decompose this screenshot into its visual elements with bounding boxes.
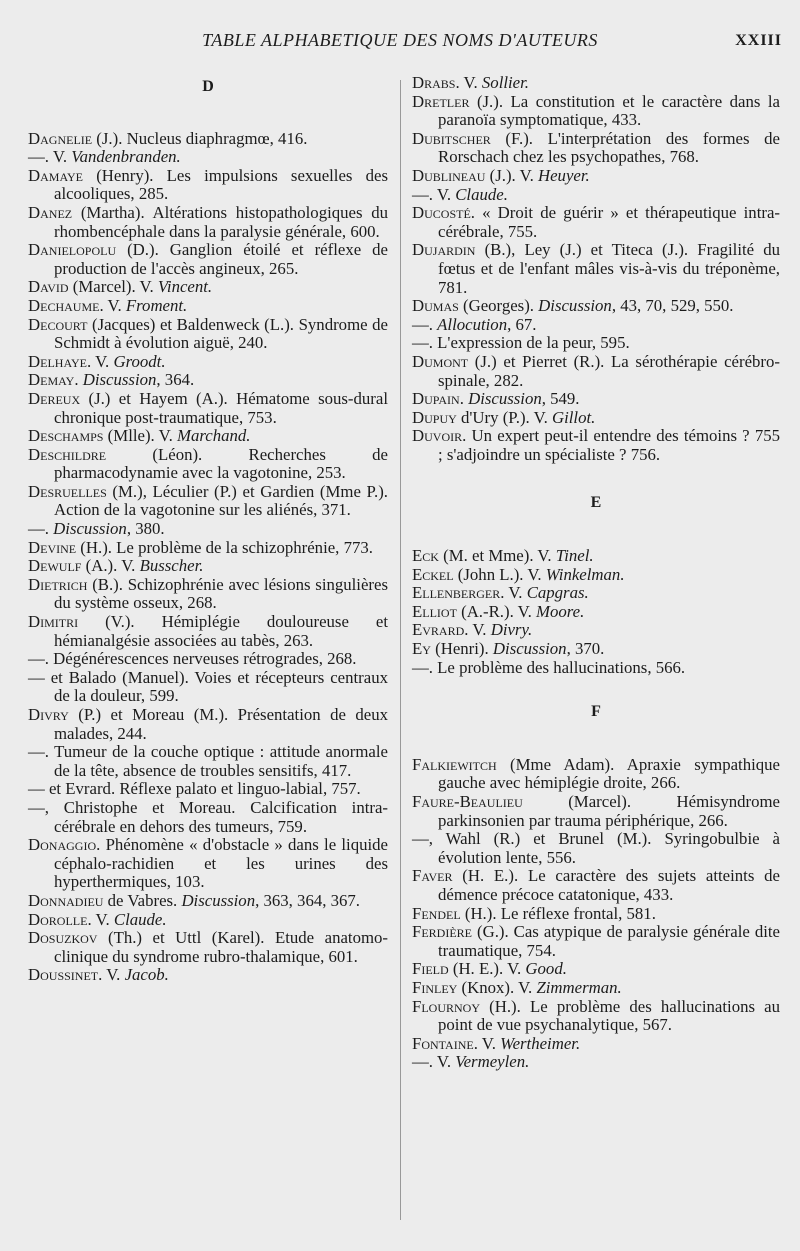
entry-text: . V. bbox=[473, 1033, 501, 1053]
author-name: Dubitscher bbox=[412, 128, 491, 148]
author-name: Faver bbox=[412, 866, 453, 886]
entry-text: . V. bbox=[87, 909, 114, 929]
entry-reference: Marchand. bbox=[176, 426, 251, 446]
index-entry bbox=[412, 353, 780, 390]
author-name: Dewulf bbox=[28, 556, 82, 576]
author-name: Falkiewitch bbox=[412, 754, 497, 774]
author-name: Delhaye bbox=[28, 351, 88, 371]
author-name: Finley bbox=[412, 977, 458, 997]
author-name: Elliot bbox=[412, 601, 457, 621]
entry-text: . « Droit de guérir » et thérapeutique intra-cérébrale, 755. bbox=[438, 203, 780, 241]
index-entry bbox=[28, 743, 388, 780]
entry-reference: Gillot. bbox=[551, 407, 596, 427]
index-entry bbox=[412, 167, 780, 186]
section-letter-d: D bbox=[202, 78, 214, 95]
author-name: Faure-Beaulieu bbox=[412, 792, 523, 811]
entry-reference: Groodt. bbox=[113, 351, 166, 371]
index-entry bbox=[412, 793, 780, 830]
index-entry bbox=[28, 353, 388, 372]
index-entry bbox=[412, 1053, 780, 1072]
entry-text: . Phénomène « d'obstacle » dans le liquide céphalo-rachidien et les urines des hyperthermiques, 103. bbox=[54, 835, 388, 892]
author-name: Danez bbox=[28, 202, 73, 222]
author-name: Deschamps bbox=[28, 426, 104, 446]
entry-reference: Good. bbox=[525, 959, 567, 979]
author-name: Dumont bbox=[412, 351, 469, 371]
index-entry bbox=[28, 706, 388, 743]
entry-reference: Allocution bbox=[437, 314, 508, 334]
entry-text: —. bbox=[28, 519, 54, 539]
entry-text: — et Balado (Manuel). Voies et récepteurs centraux de la douleur, 599. bbox=[28, 667, 388, 706]
entry-reference: Wertheimer. bbox=[500, 1033, 581, 1053]
entry-text: (J.) et Hayem (A.). Hématome sous-dural chronique post-traumatique, 753. bbox=[54, 388, 388, 427]
entry-reference: Tinel. bbox=[555, 546, 594, 566]
entry-pages: , 43, 70, 529, 550. bbox=[611, 296, 734, 316]
entry-text: (Marcel). Hémisyndrome parkinsonien par trauma périphérique, 266. bbox=[438, 792, 780, 830]
page-number: XXIII bbox=[735, 32, 782, 49]
author-name: Doussinet bbox=[28, 965, 99, 985]
entry-text: . V. bbox=[99, 295, 126, 315]
index-entry bbox=[412, 241, 780, 297]
index-entry bbox=[412, 640, 780, 659]
author-name: Dublineau bbox=[412, 165, 486, 185]
entry-text: (B.), Ley (J.) et Titeca (J.). Fragilité du fœtus et de l'enfant mâles vis-à-vis du tréponème, 781. bbox=[438, 240, 780, 297]
index-entry bbox=[28, 297, 388, 316]
author-name: Fontaine bbox=[412, 1033, 474, 1053]
entry-reference: Heuyer. bbox=[537, 165, 590, 185]
index-entry bbox=[412, 390, 780, 409]
index-entry bbox=[28, 483, 388, 520]
index-entry bbox=[412, 960, 780, 979]
entry-list-right-e bbox=[412, 547, 780, 677]
entry-text: de Vabres. bbox=[103, 890, 182, 910]
entry-pages: , 364. bbox=[156, 370, 195, 390]
entry-text: (B.). Schizophrénie avec lésions singulières du système osseux, 268. bbox=[54, 574, 388, 613]
entry-text: (D.). Ganglion étoilé et réflexe de production de l'accès angineux, 265. bbox=[54, 240, 388, 278]
index-entry bbox=[412, 998, 780, 1035]
entry-text: (Georges). bbox=[458, 296, 539, 316]
index-entry bbox=[412, 584, 780, 603]
entry-text: (Jacques) et Baldenweck (L.). Syndrome de Schmidt à évolution aiguë, 240. bbox=[54, 314, 388, 353]
entry-reference: Capgras. bbox=[526, 583, 589, 603]
index-entry bbox=[28, 130, 388, 149]
entry-reference: Claude. bbox=[455, 184, 508, 204]
author-name: Dietrich bbox=[28, 574, 88, 594]
entry-reference: Discussion bbox=[492, 639, 567, 659]
author-name: Dumas bbox=[412, 296, 459, 316]
index-entry bbox=[28, 241, 388, 278]
entry-reference: Discussion bbox=[468, 389, 542, 409]
author-name: Field bbox=[412, 959, 449, 979]
author-name: Dretler bbox=[412, 91, 470, 111]
entry-text: (A.-R.). V. bbox=[456, 601, 537, 621]
author-name: Dagnelie bbox=[28, 128, 93, 148]
entry-text: (Martha). Altérations histopathologiques du rhombencéphale dans la paralysie générale, 600. bbox=[54, 202, 388, 241]
entry-reference: Jacob. bbox=[124, 965, 169, 985]
entry-text: (H.). Le problème des hallucinations au point de vue psychanalytique, 567. bbox=[438, 996, 780, 1035]
index-entry bbox=[28, 167, 388, 204]
entry-text: (John L.). V. bbox=[453, 564, 546, 584]
index-entry bbox=[28, 613, 388, 650]
entry-text: (G.). Cas atypique de paralysie générale dite traumatique, 754. bbox=[438, 922, 780, 960]
entry-text: —. bbox=[412, 314, 438, 334]
author-name: Ey bbox=[412, 639, 431, 659]
entry-text: (V.). Hémiplégie douloureuse et hémianalgésie associées au tabès, 263. bbox=[54, 612, 388, 650]
index-entry bbox=[28, 148, 388, 167]
index-entry bbox=[28, 427, 388, 446]
entry-text: . V. bbox=[464, 620, 491, 640]
entry-text: (H. E.). V. bbox=[448, 959, 526, 979]
index-entry bbox=[412, 905, 780, 924]
entry-text: — et Evrard. Réflexe palato et linguo-labial, 757. bbox=[28, 779, 361, 799]
entry-text: —. Le problème des hallucinations, 566. bbox=[412, 657, 686, 677]
author-name: Dorolle bbox=[28, 909, 88, 929]
entry-text: (M. et Mme). V. bbox=[438, 546, 556, 566]
entry-text: . V. bbox=[98, 965, 125, 985]
entry-text: —. Tumeur de la couche optique : attitude anormale de la tête, absence de troubles sensitifs, 417. bbox=[28, 742, 388, 780]
entry-text: (Henry). Les impulsions sexuelles des alcooliques, 285. bbox=[54, 165, 388, 204]
author-name: David bbox=[28, 277, 69, 297]
section-letter-e: E bbox=[590, 494, 602, 512]
entry-text: . V. bbox=[455, 73, 482, 92]
author-name: Drabs bbox=[412, 73, 456, 92]
author-name: Dupuy bbox=[412, 407, 457, 427]
index-entry bbox=[28, 780, 388, 799]
entry-text: (J.). La constitution et le caractère dans la paranoïa symptomatique, 433. bbox=[438, 91, 780, 130]
author-name: Devine bbox=[28, 537, 77, 557]
index-entry bbox=[412, 427, 780, 464]
index-entry bbox=[412, 830, 780, 867]
entry-text: (H. E.). Le caractère des sujets atteints de démence précoce catatonique, 433. bbox=[438, 866, 780, 904]
index-entry bbox=[28, 576, 388, 613]
entry-text: (J.). V. bbox=[485, 165, 538, 185]
entry-reference: Vandenbranden. bbox=[71, 147, 181, 167]
entry-text: (Mme Adam). Apraxie sympathique gauche avec hémiplégie droite, 266. bbox=[438, 754, 780, 793]
entry-text: (Mlle). V. bbox=[103, 426, 177, 446]
index-entry bbox=[28, 204, 388, 241]
entry-text: —. L'expression de la peur, 595. bbox=[412, 333, 630, 353]
entry-reference: Sollier. bbox=[481, 73, 529, 92]
entry-reference: Discussion bbox=[53, 519, 127, 539]
entry-reference: Divry. bbox=[490, 620, 533, 640]
entry-text: (M.), Léculier (P.) et Gardien (Mme P.). Action de la vagotonine sur les aliénés, 371. bbox=[54, 481, 388, 520]
index-entry bbox=[28, 911, 388, 930]
index-entry bbox=[412, 603, 780, 622]
author-name: Desruelles bbox=[28, 481, 107, 501]
entry-text: —, Wahl (R.) et Brunel (M.). Syringobulbie à évolution lente, 556. bbox=[412, 829, 780, 867]
entry-text: (A.). V. bbox=[81, 556, 140, 576]
index-entry bbox=[28, 520, 388, 539]
index-entry bbox=[412, 334, 780, 353]
author-name: Eckel bbox=[412, 564, 454, 584]
author-name: Eck bbox=[412, 546, 439, 566]
entry-text: . V. bbox=[87, 351, 114, 371]
entry-text: . bbox=[459, 389, 469, 409]
entry-text: (J.). Nucleus diaphragmœ, 416. bbox=[92, 128, 308, 148]
entry-text: (H.). Le réflexe frontal, 581. bbox=[460, 903, 656, 923]
entry-text: —. V. bbox=[28, 147, 72, 167]
author-name: Ferdière bbox=[412, 922, 472, 942]
entry-text: —. V. bbox=[412, 1052, 456, 1072]
entry-text: (Marcel). V. bbox=[68, 277, 158, 297]
author-name: Divry bbox=[28, 705, 69, 724]
author-name: Duvoir bbox=[412, 426, 463, 446]
index-entry bbox=[28, 557, 388, 576]
entry-reference: Moore. bbox=[536, 601, 585, 621]
index-entry bbox=[412, 659, 780, 678]
index-entry bbox=[28, 446, 388, 483]
index-entry bbox=[412, 923, 780, 960]
index-entry bbox=[412, 409, 780, 428]
index-entry bbox=[412, 547, 780, 566]
entry-list-right-f bbox=[412, 756, 780, 1072]
index-entry bbox=[28, 539, 388, 558]
entry-text: (Knox). V. bbox=[457, 977, 537, 997]
entry-list-left bbox=[28, 130, 388, 985]
entry-text: (Léon). Recherches de pharmacodynamie avec la vagotonine, 253. bbox=[54, 444, 388, 483]
entry-reference: Claude. bbox=[113, 909, 167, 929]
author-name: Flournoy bbox=[412, 996, 480, 1016]
index-entry bbox=[412, 316, 780, 335]
author-name: Fendel bbox=[412, 903, 461, 923]
index-entry bbox=[28, 892, 388, 911]
entry-pages: , 380. bbox=[126, 519, 165, 539]
index-entry bbox=[412, 186, 780, 205]
author-name: Deschildre bbox=[28, 444, 107, 464]
author-name: Damaye bbox=[28, 165, 84, 185]
entry-pages: , 363, 364, 367. bbox=[255, 890, 360, 910]
entry-text: . Un expert peut-il entendre des témoins ? 755 ; s'adjoindre un spécialiste ? 756. bbox=[438, 426, 780, 464]
entry-text: —. V. bbox=[412, 184, 456, 204]
page-title: TABLE ALPHABETIQUE DES NOMS D'AUTEURS bbox=[202, 30, 598, 50]
index-entry bbox=[28, 966, 388, 985]
index-entry bbox=[412, 204, 780, 241]
index-entry bbox=[412, 979, 780, 998]
index-entry bbox=[28, 650, 388, 669]
author-name: Dupain bbox=[412, 389, 460, 409]
entry-reference: Discussion bbox=[538, 296, 612, 316]
entry-pages: , 370. bbox=[566, 639, 605, 659]
index-entry bbox=[412, 93, 780, 130]
entry-reference: Vermeylen. bbox=[455, 1052, 530, 1072]
entry-reference: Discussion bbox=[82, 370, 157, 390]
entry-pages: , 67. bbox=[507, 314, 537, 334]
index-entry bbox=[28, 799, 388, 836]
right-column bbox=[412, 74, 780, 1072]
index-entry bbox=[28, 929, 388, 966]
author-name: Donaggio bbox=[28, 835, 97, 855]
entry-pages: , 549. bbox=[541, 389, 580, 409]
index-entry bbox=[28, 390, 388, 427]
author-name: Dujardin bbox=[412, 240, 476, 260]
entry-text: (Henri). bbox=[430, 639, 493, 659]
index-entry bbox=[412, 130, 780, 167]
author-name: Evrard bbox=[412, 620, 465, 640]
author-name: Dereux bbox=[28, 388, 81, 408]
entry-text: . bbox=[74, 370, 83, 390]
entry-text: (J.) et Pierret (R.). La sérothérapie cérébro-spinale, 282. bbox=[438, 351, 780, 390]
entry-reference: Zimmerman. bbox=[536, 977, 622, 997]
entry-list-right-d bbox=[412, 74, 780, 464]
column-divider bbox=[400, 80, 401, 1220]
author-name: Dosuzkov bbox=[28, 928, 98, 948]
entry-reference: Vincent. bbox=[157, 277, 213, 297]
index-entry bbox=[412, 756, 780, 793]
author-name: Demay bbox=[28, 370, 75, 390]
index-entry bbox=[28, 371, 388, 390]
index-entry bbox=[28, 278, 388, 297]
author-name: Dechaume bbox=[28, 295, 100, 315]
index-entry bbox=[412, 867, 780, 904]
index-entry bbox=[412, 297, 780, 316]
author-name: Ducosté bbox=[412, 203, 471, 223]
entry-reference: Froment. bbox=[125, 295, 188, 315]
entry-text: —. Dégénérescences nerveuses rétrogrades, 268. bbox=[28, 649, 357, 669]
index-entry bbox=[28, 316, 388, 353]
entry-reference: Discussion bbox=[181, 890, 256, 910]
index-entry bbox=[412, 621, 780, 640]
author-name: Dimitri bbox=[28, 612, 79, 632]
entry-text: (Th.) et Uttl (Karel). Etude anatomo-clinique du syndrome rubro-thalamique, 601. bbox=[54, 928, 388, 966]
entry-text: (H.). Le problème de la schizophrénie, 773. bbox=[76, 537, 373, 557]
index-entry bbox=[412, 1035, 780, 1054]
author-name: Ellenberger bbox=[412, 583, 501, 603]
entry-reference: Busscher. bbox=[139, 556, 204, 576]
entry-text: (P.) et Moreau (M.). Présentation de deux malades, 244. bbox=[54, 705, 388, 743]
index-entry bbox=[412, 74, 780, 93]
author-name: Danielopolu bbox=[28, 240, 117, 260]
entry-reference: Winkelman. bbox=[545, 564, 625, 584]
left-column bbox=[28, 74, 388, 985]
entry-text: d'Ury (P.). V. bbox=[456, 407, 552, 427]
page-header bbox=[0, 30, 800, 56]
author-name: Decourt bbox=[28, 314, 88, 334]
entry-text: —, Christophe et Moreau. Calcification intra-cérébrale en dehors des tumeurs, 759. bbox=[28, 797, 388, 836]
section-letter-f: F bbox=[591, 703, 601, 721]
author-name: Donnadieu bbox=[28, 890, 104, 910]
index-entry bbox=[412, 566, 780, 585]
entry-text: . V. bbox=[500, 583, 527, 603]
index-entry bbox=[28, 836, 388, 892]
index-entry bbox=[28, 669, 388, 706]
entry-text: (F.). L'interprétation des formes de Rorschach chez les psychopathes, 768. bbox=[438, 128, 780, 167]
